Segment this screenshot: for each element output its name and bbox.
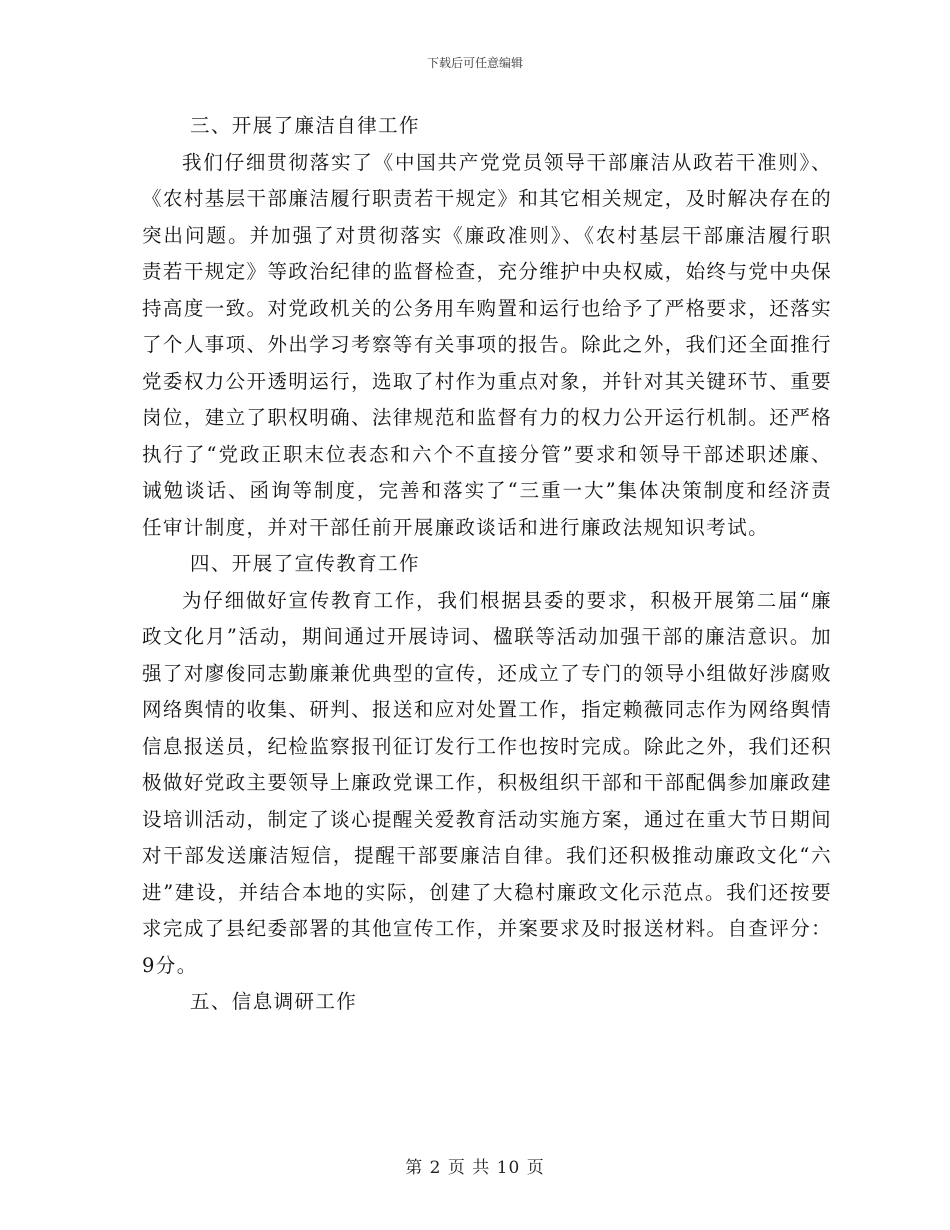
page-number-label: 第 2 页 共 10 页 [405,1158,545,1178]
section-paragraph-3: 我们仔细贯彻落实了《中国共产党党员领导干部廉洁从政若干准则》、《农村基层干部廉洁履行职责若干规定》和其它相关规定，及时解决存在的突出问题。并加强了对贯彻落实《廉政准则》、《农村基层干部廉洁履行职责若干规定》等政治纪律的监督检查，充分维护中央权威，始终与党中央保持高度一致。对党政机关的公务用车购置和运行也给予了严格要求，还落实了个人事项、外出学习考察等有关事项的报告。除此之外，我们还全面推行党委权力公开透明运行，选取了村作为重点对象，并针对其关键环节、重要岗位，建立了职权明确、法律规范和监督有力的权力公开运行机制。还严格执行了“党政正职末位表态和六个不直接分管”要求和领导干部述职述廉、诫勉谈话、函询等制度，完善和落实了“三重一大”集体决策制度和经济责任审计制度，并对干部任前开展廉政谈话和进行廉政法规知识考试。 [142,150,832,539]
section-paragraph-4: 为仔细做好宣传教育工作，我们根据县委的要求，积极开展第二届“廉政文化月”活动，期间通过开展诗词、楹联等活动加强干部的廉洁意识。加强了对廖俊同志勤廉兼优典型的宣传，还成立了专门的领导小组做好涉腐败网络舆情的收集、研判、报送和应对处置工作，指定赖薇同志作为网络舆情信息报送员，纪检监察报刊征订发行工作也按时完成。除此之外，我们还积极做好党政主要领导上廉政党课工作，积极组织干部和干部配偶参加廉政建设培训活动，制定了谈心提醒关爱教育活动实施方案，通过在重大节日期间对干部发送廉洁短信，提醒干部要廉洁自律。我们还积极推动廉政文化“六进”建设，并结合本地的实际，创建了大稳村廉政文化示范点。我们还按要求完成了县纪委部署的其他宣传工作，并案要求及时报送材料。自查评分：9分。 [142,588,832,977]
section-heading-3: 三、开展了廉洁自律工作 [190,114,420,137]
section-heading-4: 四、开展了宣传教育工作 [190,552,420,575]
section-heading-5: 五、信息调研工作 [190,990,358,1013]
page-footer [0,1153,950,1178]
document-body [142,108,832,1021]
header-note: 下载后可任意编辑 [426,56,523,70]
